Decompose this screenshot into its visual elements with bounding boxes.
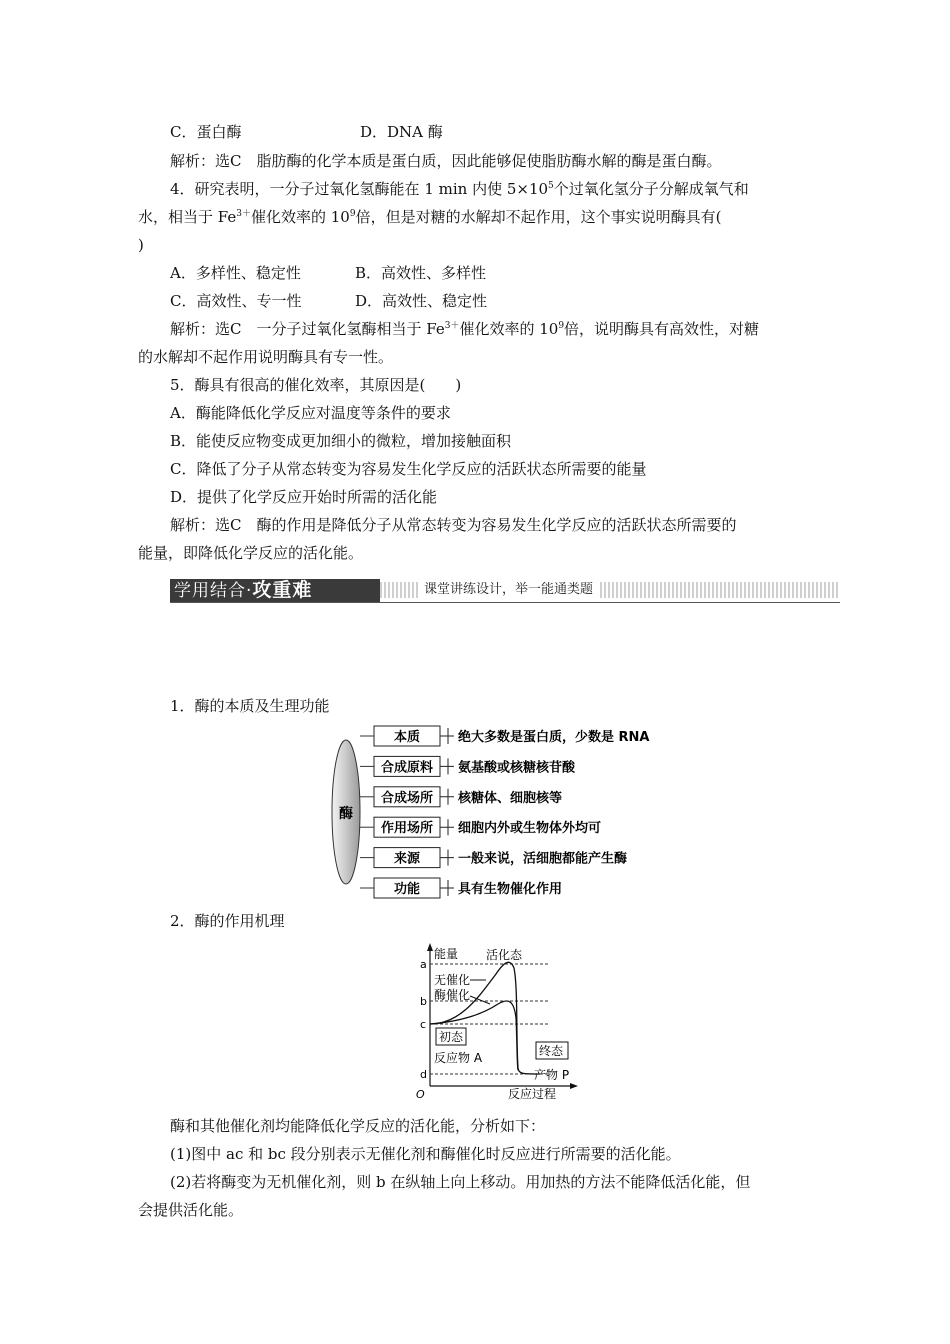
q4-stem-line3: ) — [138, 236, 144, 254]
reactant-label: 反应物 A — [434, 1051, 483, 1065]
sec2-point2-line1: (2)若将酶变为无机催化剂，则 b 在纵轴上向上移动。用加热的方法不能降低活化能，但 — [170, 1173, 751, 1191]
concept-value-label: 核糖体、细胞核等 — [458, 790, 563, 806]
enzyme-catalyzed-label: 酶催化 — [434, 988, 471, 1002]
enzyme-concept-diagram — [330, 718, 660, 908]
q5-analysis-line2: 能量，即降低化学反应的活化能。 — [138, 544, 364, 562]
banner-rule — [170, 602, 840, 603]
q5-option-b: B．能使反应物变成更加细小的微粒，增加接触面积 — [170, 432, 512, 450]
concept-key-label: 功能 — [393, 882, 421, 897]
sec2-point1: (1)图中 ac 和 bc 段分别表示无催化剂和酶催化时反应进行所需要的活化能。 — [170, 1145, 681, 1163]
concept-value-label: 细胞内外或生物体外均可 — [458, 821, 602, 837]
concept-key-label: 来源 — [393, 851, 421, 867]
concept-bracket — [440, 880, 454, 896]
activation-energy-graph — [400, 938, 590, 1103]
section2-heading: 2．酶的作用机理 — [170, 912, 285, 930]
section1-heading: 1．酶的本质及生理功能 — [170, 697, 330, 715]
active-state-label: 活化态 — [486, 948, 523, 962]
banner-title: 学用结合·攻重难 — [174, 579, 313, 601]
q4-option-c: C．高效性、专一性 — [170, 292, 302, 310]
q4-stem-line2: 水，相当于 $Fe^{3+}$催化效率的 $10^9$倍，但是对糖的水解却不起作用，这个事实说明酶具有( — [138, 208, 722, 226]
q4-analysis-line2: 的水解却不起作用说明酶具有专一性。 — [138, 348, 394, 366]
y-axis-arrow — [427, 943, 433, 951]
q5-stem: 5．酶具有很高的催化效率，其原因是( ) — [170, 376, 462, 394]
q5-analysis-line1: 解析：选C 酶的作用是降低分子从常态转变为容易发生化学反应的活跃状态所需要的 — [170, 516, 737, 534]
level-a-label: a — [420, 958, 427, 971]
section-banner — [170, 577, 840, 604]
q4-option-d: D．高效性、稳定性 — [355, 292, 488, 310]
q5-option-a: A．酶能降低化学反应对温度等条件的要求 — [170, 404, 451, 422]
enzyme-center-label: 酶 — [339, 806, 353, 822]
q3-analysis: 解析：选C 脂肪酶的化学本质是蛋白质，因此能够促使脂肪酶水解的酶是蛋白酶。 — [170, 152, 722, 170]
q4-option-b: B．高效性、多样性 — [355, 264, 487, 282]
concept-bracket — [440, 850, 454, 866]
concept-key-label: 本质 — [393, 730, 421, 745]
concept-bracket — [440, 789, 454, 805]
q5-option-d: D．提供了化学反应开始时所需的活化能 — [170, 488, 438, 506]
uncatalyzed-label: 无催化 — [434, 973, 471, 987]
concept-value-label: 一般来说，活细胞都能产生酶 — [458, 851, 628, 867]
x-axis-label: 反应过程 — [508, 1087, 557, 1101]
level-d-label: d — [420, 1068, 427, 1081]
initial-state-label: 初态 — [439, 1030, 464, 1044]
q5-option-c: C．降低了分子从常态转变为容易发生化学反应的活跃状态所需要的能量 — [170, 460, 647, 478]
x-axis-arrow — [570, 1083, 578, 1089]
q4-option-a: A．多样性、稳定性 — [170, 264, 301, 282]
concept-value-label: 氨基酸或核糖核苷酸 — [458, 760, 576, 776]
concept-value-label: 绝大多数是蛋白质，少数是 RNA — [458, 730, 650, 745]
concept-value-label: 具有生物催化作用 — [458, 882, 563, 897]
concept-bracket — [440, 758, 454, 774]
level-c-label: c — [420, 1018, 427, 1031]
q4-stem-line1: 4．研究表明，一分子过氧化氢酶能在 1 min 内使 $5\times 10^5$个过氧化氢分子分解成氧气和 — [170, 180, 749, 198]
sec2-intro: 酶和其他催化剂均能降低化学反应的活化能，分析如下： — [170, 1117, 546, 1135]
q3-option-c: C．蛋白酶 — [170, 123, 242, 141]
concept-key-label: 合成原料 — [380, 760, 434, 776]
origin-label: O — [416, 1088, 425, 1101]
concept-key-label: 作用场所 — [380, 821, 434, 837]
concept-key-label: 合成场所 — [380, 790, 434, 806]
level-b-label: b — [420, 995, 427, 1008]
concept-bracket — [440, 728, 454, 744]
product-label: 产物 P — [534, 1068, 570, 1082]
concept-bracket — [440, 819, 454, 835]
q3-option-d: D．DNA 酶 — [360, 123, 443, 141]
final-state-label: 终态 — [539, 1044, 564, 1058]
sec2-point2-line2: 会提供活化能。 — [138, 1201, 244, 1219]
banner-subtitle: 课堂讲练设计，举一能通类题 — [418, 581, 599, 599]
y-axis-label: 能量 — [434, 947, 459, 961]
q4-analysis-line1: 解析：选C 一分子过氧化氢酶相当于 $Fe^{3+}$催化效率的 $10^9$倍，说明酶具有高效性，对糖 — [170, 320, 760, 338]
